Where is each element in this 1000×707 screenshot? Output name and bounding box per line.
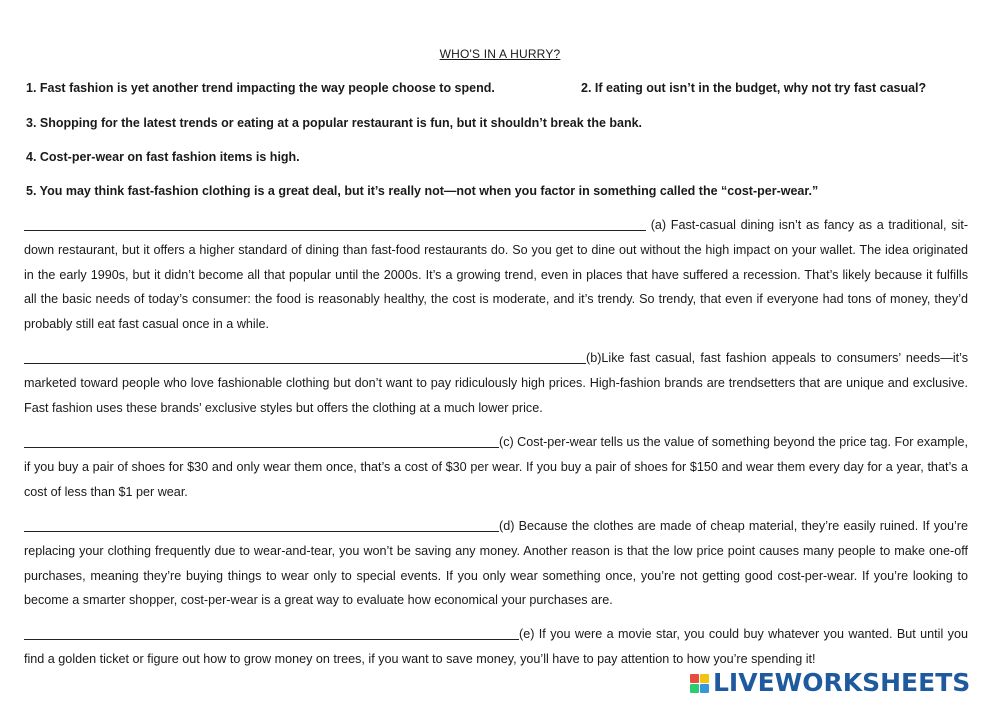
paragraph-text: Like fast casual, fast fashion appeals to consumers’ needs—it’s marketed toward people who love fashionable clothing but don’t want to pay ridiculously high prices. High-fashion brands are trendsetters that are unique and exclusive. Fast fashion uses these brands’ exclusive styles but offers the clothing at a much lower price. — [24, 351, 968, 415]
paragraph-label: (b) — [586, 351, 602, 365]
paragraph-e — [24, 622, 968, 672]
paragraph-c — [24, 430, 968, 504]
paragraph-text: If you were a movie star, you could buy whatever you wanted. But until you find a golden ticket or figure out how to grow money on trees, if you want to save money, you’ll have to pay attention to how you’re spending it! — [24, 627, 968, 666]
paragraph-label: (c) — [499, 435, 514, 449]
paragraph-b — [24, 346, 968, 420]
paragraph-a — [24, 213, 968, 337]
paragraph-d — [24, 514, 968, 613]
paragraph-label: (e) — [519, 627, 535, 641]
answer-blank-d[interactable] — [24, 516, 499, 532]
logo-text: LIVEWORKSHEETS — [713, 668, 971, 697]
statement-3: 3. Shopping for the latest trends or eating at a popular restaurant is fun, but it shouldn’t break the bank. — [26, 116, 643, 130]
statement-2: 2. If eating out isn’t in the budget, why not try fast casual? — [581, 81, 927, 95]
statement-1: 1. Fast fashion is yet another trend impacting the way people choose to spend. — [26, 81, 495, 95]
paragraph-text: Cost-per-wear tells us the value of something beyond the price tag. For example, if you buy a pair of shoes for $30 and only wear them once, that’s a cost of $30 per wear. If you buy a pair of shoes for $150 and wear them every day for a year, that’s a cost of less than $1 per wear. — [24, 435, 968, 499]
paragraph-label: (a) — [646, 218, 667, 232]
paragraph-text: Because the clothes are made of cheap material, they’re easily ruined. If you’re replacing your clothing frequently due to wear-and-tear, you won’t be saving any money. Another reason is that the low price point causes many people to make one-off purchases, meaning they’re buying things to wear only to special events. If you only wear something once, you’re not getting good cost-per-wear. If you’re looking to become a smarter shopper, cost-per-wear is a great way to evaluate how economical your purchases are. — [24, 519, 968, 608]
worksheet-title: WHO'S IN A HURRY? — [439, 47, 561, 61]
paragraph-label: (d) — [499, 519, 515, 533]
liveworksheets-logo-icon — [690, 674, 709, 693]
liveworksheets-logo — [690, 668, 970, 698]
statement-5: 5. You may think fast-fashion clothing is a great deal, but it’s really not—not when you factor in something called the “cost-per-wear.” — [26, 184, 819, 198]
statement-4: 4. Cost-per-wear on fast fashion items is high. — [26, 150, 300, 164]
answer-blank-a[interactable] — [24, 215, 646, 231]
answer-blank-b[interactable] — [24, 348, 586, 364]
answer-blank-e[interactable] — [24, 624, 519, 640]
answer-blank-c[interactable] — [24, 432, 499, 448]
paragraph-text: Fast-casual dining isn’t as fancy as a traditional, sit-down restaurant, but it offers a higher standard of dining than fast-food restaurants do. So you get to dine out without the high impact on your wallet. The idea originated in the early 1990s, but it didn’t become all that popular until the 2000s. It’s a growing trend, even in places that have suffered a recession. That’s likely because it fulfills all the basic needs of today’s consumer: the food is reasonably healthy, the cost is moderate, and it’s trendy. So trendy, that even if everyone had tons of money, they’d probably still eat fast casual once in a while. — [24, 218, 969, 332]
